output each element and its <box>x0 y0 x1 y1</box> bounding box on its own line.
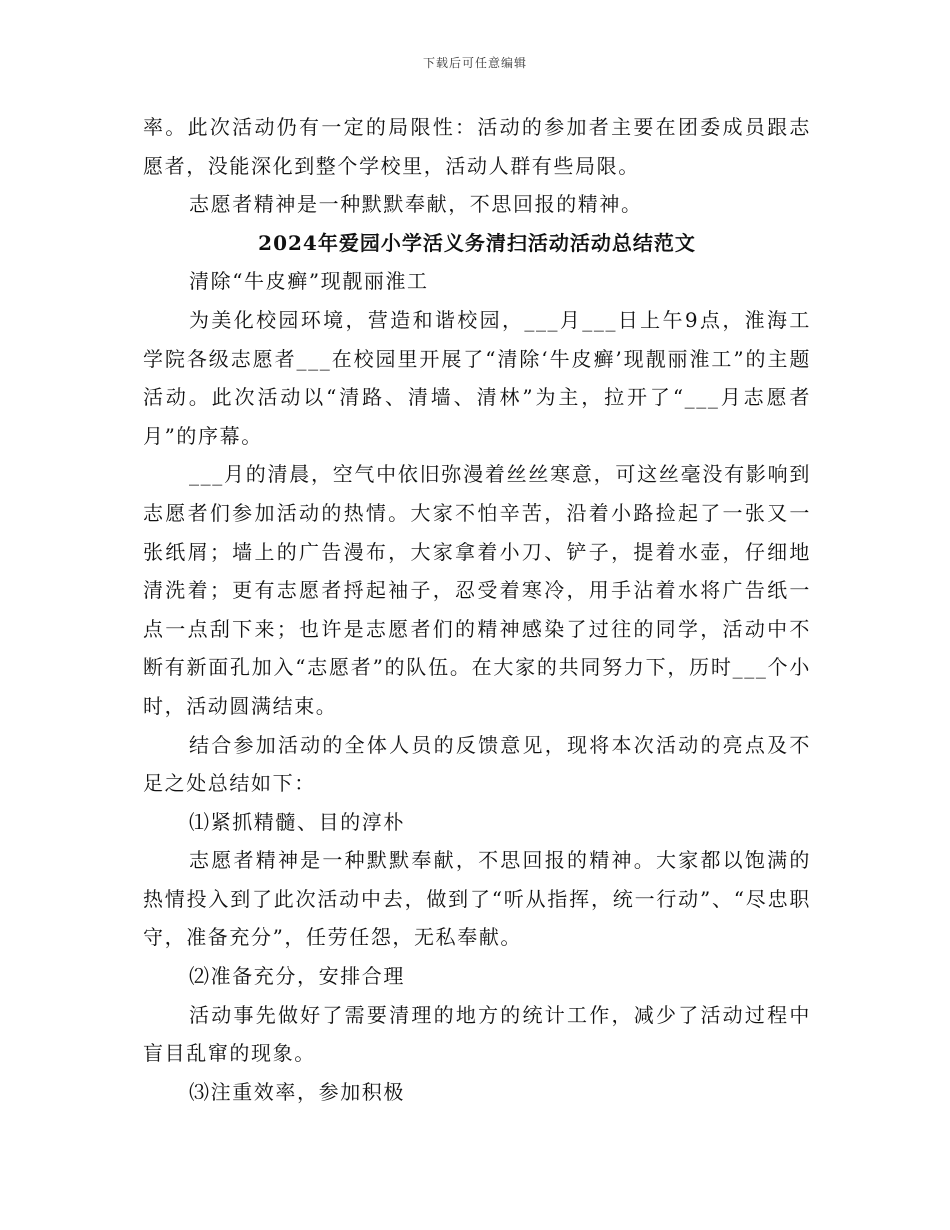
paragraph-summary-intro: 结合参加活动的全体人员的反馈意见，现将本次活动的亮点及不足之处总结如下： <box>143 732 811 796</box>
section-heading-2: ⑵准备充分，安排合理 <box>189 964 405 989</box>
section-heading-1: ⑴紧抓精髓、目的淳朴 <box>189 809 405 834</box>
paragraph-event-details: ___月的清晨，空气中依旧弥漫着丝丝寒意，可这丝毫没有影响到志愿者们参加活动的热情。大家不怕辛苦，沿着小路捡起了一张又一张纸屑；墙上的广告漫布，大家拿着小刀、铲子，提着水壶，仔细地清洗着；更有志愿者捋起袖子，忍受着寒冷，用手沾着水将广告纸一点一点刮下来；也许是志愿者们的精神感染了过往的同学，活动中不断有新面孔加入“志愿者”的队伍。在大家的共同努力下，历时___个小时，活动圆满结束。 <box>143 462 811 718</box>
paragraph-event-intro: 为美化校园环境，营造和谐校园，___月___日上午9点，淮海工学院各级志愿者___在校园里开展了“清除‘牛皮癣’现靓丽淮工”的主题活动。此次活动以“清路、清墙、清林”为主，拉开了“___月志愿者月”的序幕。 <box>143 307 811 448</box>
paragraph-volunteer-spirit: 志愿者精神是一种默默奉献，不思回报的精神。 <box>189 192 643 217</box>
document-title: 2024年爱园小学活义务清扫活动活动总结范文 <box>258 230 696 255</box>
document-body <box>143 108 811 1111</box>
section-heading-3: ⑶注重效率，参加积极 <box>189 1079 405 1104</box>
page-header-note: 下载后可任意编辑 <box>422 56 527 70</box>
paragraph-section-2: 活动事先做好了需要清理的地方的统计工作，减少了活动过程中盲目乱窜的现象。 <box>143 1002 811 1066</box>
paragraph-subtitle: 清除“牛皮癣”现靓丽淮工 <box>189 269 429 294</box>
paragraph-section-1: 志愿者精神是一种默默奉献，不思回报的精神。大家都以饱满的热情投入到了此次活动中去，做到了“听从指挥，统一行动”、“尽忠职守，准备充分”，任劳任怨，无私奉献。 <box>143 848 811 950</box>
paragraph-limitations: 率。此次活动仍有一定的局限性：活动的参加者主要在团委成员跟志愿者，没能深化到整个学校里，活动人群有些局限。 <box>143 115 811 178</box>
